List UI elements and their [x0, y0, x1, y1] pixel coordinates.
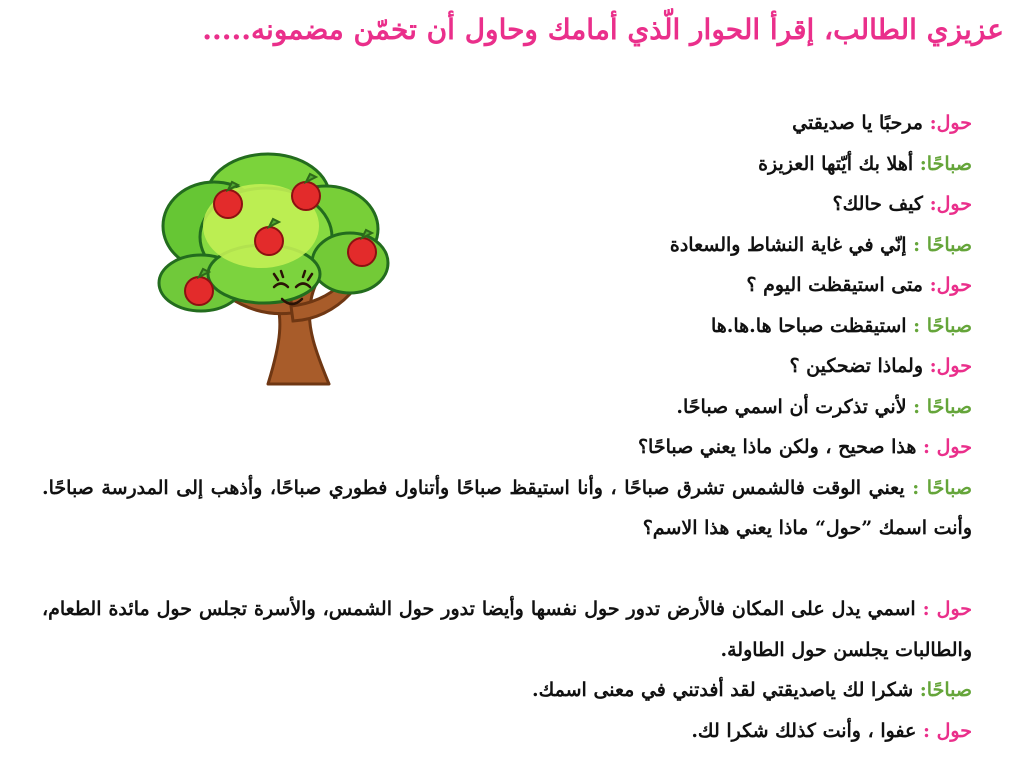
speaker-label-howl: حول:: [929, 274, 972, 296]
dialogue-text: متى استيقظت اليوم ؟: [746, 274, 930, 296]
speaker-label-howl: حول :: [923, 436, 972, 458]
dialogue-line: [42, 468, 972, 549]
dialogue-line: [42, 265, 972, 306]
dialogue-text: شكرا لك ياصديقتي لقد أفدتني في معنى اسمك.: [532, 679, 920, 701]
speaker-label-howl: حول:: [929, 355, 972, 377]
speaker-label-sabah: صباحًا :: [912, 476, 972, 499]
dialogue-text: مرحبًا يا صديقتي: [792, 112, 930, 134]
dialogue-text: استيقظت صباحا ها.ها.ها: [710, 314, 914, 337]
speaker-label-howl: حول:: [929, 193, 972, 215]
speaker-label-sabah: صباحًا :: [913, 233, 972, 256]
dialogue-line: [42, 103, 972, 144]
dialogue-text: يعني الوقت فالشمس تشرق صباحًا ، وأنا استيقظ صباحًا وأتناول فطوري صباحًا، وأذهب إلى المدرسة صباحًا. وأنت اسمك ”حول“ ماذا يعني هذا الاسم؟: [42, 476, 972, 539]
speaker-label-sabah: صباحًا :: [913, 395, 972, 418]
dialogue-line: [42, 346, 972, 387]
speaker-label-howl: حول :: [922, 598, 973, 620]
dialogue-text: ولماذا تضحكين ؟: [789, 355, 930, 377]
speaker-label-howl: حول:: [929, 112, 972, 134]
dialogue-line: [42, 144, 972, 185]
speaker-label-sabah: صباحًا :: [913, 314, 972, 337]
dialogue-line: [42, 427, 972, 468]
paragraph-spacer: [42, 549, 972, 590]
page-title: عزيزي الطالب، إقرأ الحوار الّذي أمامك وحاول أن تخمّن مضمونه.....: [202, 13, 1004, 46]
dialogue-line: [42, 387, 972, 428]
dialogue-list: [42, 103, 972, 751]
dialogue-line: [42, 225, 972, 266]
dialogue-line: [42, 589, 972, 670]
speaker-label-sabah: صباحًا:: [919, 679, 972, 701]
dialogue-text: هذا صحيح ، ولكن ماذا يعني صباحًا؟: [637, 436, 923, 458]
dialogue-line: [42, 711, 972, 752]
dialogue-line: [42, 306, 972, 347]
dialogue-text: لأني تذكرت أن اسمي صباحًا.: [676, 395, 914, 418]
dialogue-text: عفوا ، وأنت كذلك شكرا لك.: [691, 719, 923, 742]
speaker-label-howl: حول :: [923, 719, 972, 742]
speaker-label-sabah: صباحًا:: [919, 152, 972, 175]
dialogue-line: [42, 670, 972, 711]
dialogue-text: إنّي في غاية النشاط والسعادة: [669, 233, 914, 256]
dialogue-text: اسمي يدل على المكان فالأرض تدور حول نفسها وأيضا تدور حول الشمس، والأسرة تجلس حول مائدة الطعام، والطالبات يجلسن حول الطاولة.: [42, 598, 972, 661]
dialogue-text: كيف حالك؟: [832, 193, 930, 215]
dialogue-line: [42, 184, 972, 225]
dialogue-text: أهلا بك أيّتها العزيزة: [758, 152, 920, 175]
